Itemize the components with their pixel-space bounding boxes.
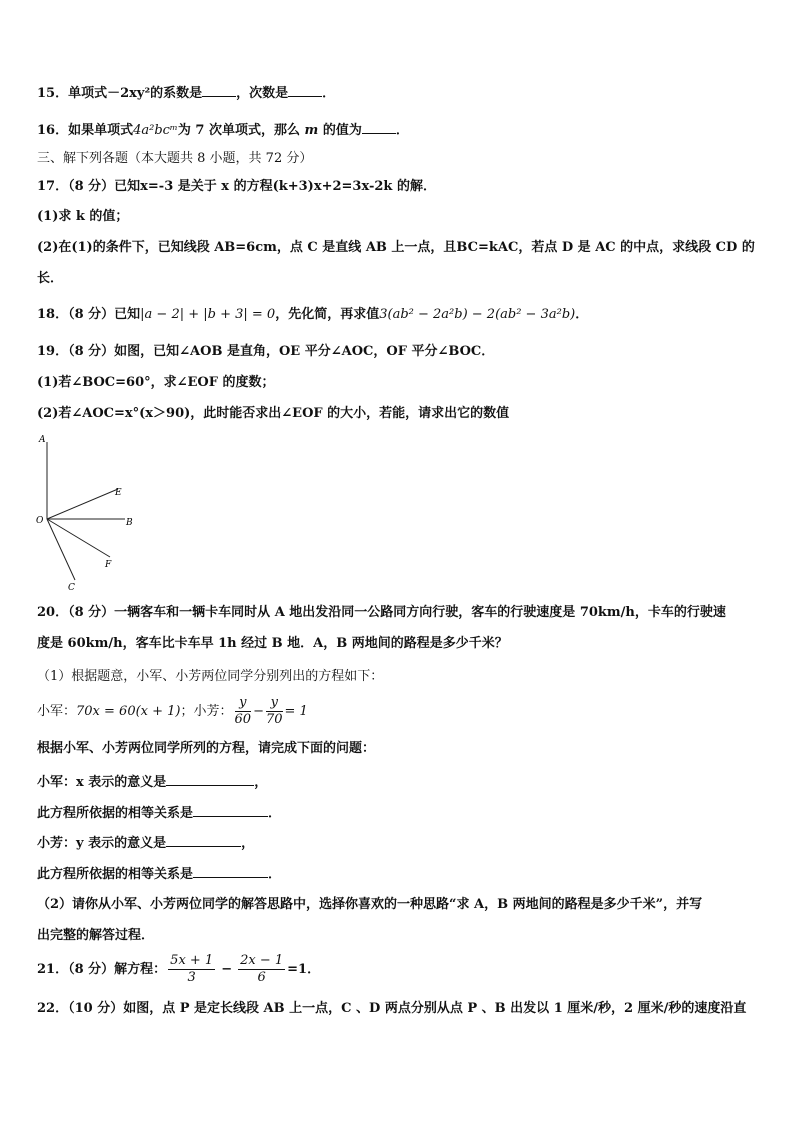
question-20-xf-rel: 此方程所依据的相等关系是 ．	[37, 864, 281, 883]
question-20-instruction: 根据小军、小芳两位同学所列的方程，请完成下面的问题：	[37, 741, 376, 756]
label-F: F	[105, 560, 112, 570]
question-19-part1: (1)若∠BOC=60°，求∠EOF 的度数；	[37, 375, 275, 390]
answer-blank[interactable]	[193, 803, 268, 817]
question-22: 22．（10 分）如图，点 P 是定长线段 AB 上一点，C 、D 两点分别从点 P 、B 出发以 1 厘米/秒，2 厘米/秒的速度沿直	[37, 1001, 747, 1016]
question-18: 18．（8 分）已知|a − 2| + |b + 3| = 0，先化简，再求值3(ab² − 2a²b) − 2(ab² − 3a²b)．	[37, 307, 589, 322]
ray-OC	[47, 519, 75, 580]
question-20-equations: 小军：70x = 60(x + 1)；小芳： $\frac{y}{60}$ − $\frac{y}{70}$ = 1	[37, 695, 308, 727]
question-17-stem: 17．（8 分）已知x=-3 是关于 x 的方程(k+3)x+2=3x-2k 的解．	[37, 179, 436, 194]
answer-blank[interactable]	[362, 120, 396, 134]
question-20-part2-cont: 出完整的解答过程．	[37, 928, 155, 943]
fraction: $\frac{y}{60}$	[234, 695, 252, 727]
question-17-part2-cont: 长．	[37, 271, 64, 286]
question-17-part2: (2)在(1)的条件下，已知线段 AB=6cm，点 C 是直线 AB 上一点，且BC=kAC，若点 D 是 AC 的中点，求线段 CD 的	[37, 240, 755, 255]
answer-blank[interactable]	[166, 772, 254, 786]
label-E: E	[115, 488, 122, 498]
answer-blank[interactable]	[202, 83, 236, 97]
question-21: 21．（8 分）解方程： $\frac{5x + 1}{3}$ − $\frac{2x - 1}{6}$ =1．	[37, 953, 321, 985]
question-20-part1: （1）根据题意，小军、小芳两位同学分别列出的方程如下：	[37, 669, 384, 684]
answer-blank[interactable]	[193, 864, 268, 878]
fraction: $\frac{2x - 1}{6}$	[240, 953, 284, 985]
question-16: 16．如果单项式4a²bcᵐ为 7 次单项式，那么 m 的值为 ．	[37, 120, 409, 139]
section-heading: 三、解下列各题（本大题共 8 小题，共 72 分）	[37, 151, 313, 166]
answer-blank[interactable]	[288, 83, 322, 97]
question-20-stem-cont: 度是 60km/h，客车比卡车早 1h 经过 B 地．A，B 两地间的路程是多少千米？	[37, 636, 508, 651]
label-A: A	[39, 435, 46, 445]
fraction: $\frac{y}{70}$	[265, 695, 283, 727]
ray-OF	[47, 519, 110, 557]
question-20-xf-y: 小芳：y 表示的意义是 ，	[37, 833, 254, 852]
angle-figure	[30, 432, 140, 594]
question-15: 15．单项式－2xy²的系数是 ，次数是 ．	[37, 83, 335, 102]
question-20-part2: （2）请你从小军、小芳两位同学的解答思路中，选择你喜欢的一种思路“求 A，B 两地间的路程是多少千米”，并写	[37, 897, 703, 912]
question-19-stem: 19．（8 分）如图，已知∠AOB 是直角，OE 平分∠AOC，OF 平分∠BOC．	[37, 344, 495, 359]
question-20-stem: 20．（8 分）一辆客车和一辆卡车同时从 A 地出发沿同一公路同方向行驶，客车的行驶速度是 70km/h，卡车的行驶速	[37, 605, 726, 620]
label-O: O	[36, 516, 44, 526]
answer-blank[interactable]	[166, 833, 241, 847]
question-20-xj-x: 小军：x 表示的意义是 ，	[37, 772, 267, 791]
ray-OE	[47, 489, 118, 519]
label-B: B	[126, 518, 133, 528]
label-C: C	[68, 583, 75, 593]
fraction: $\frac{5x + 1}{3}$	[170, 953, 214, 985]
question-19-part2: (2)若∠AOC=x°(x＞90)，此时能否求出∠EOF 的大小，若能，请求出它的数值	[37, 406, 510, 421]
question-20-xj-rel: 此方程所依据的相等关系是 ．	[37, 803, 281, 822]
question-17-part1: (1)求 k 的值；	[37, 209, 129, 224]
